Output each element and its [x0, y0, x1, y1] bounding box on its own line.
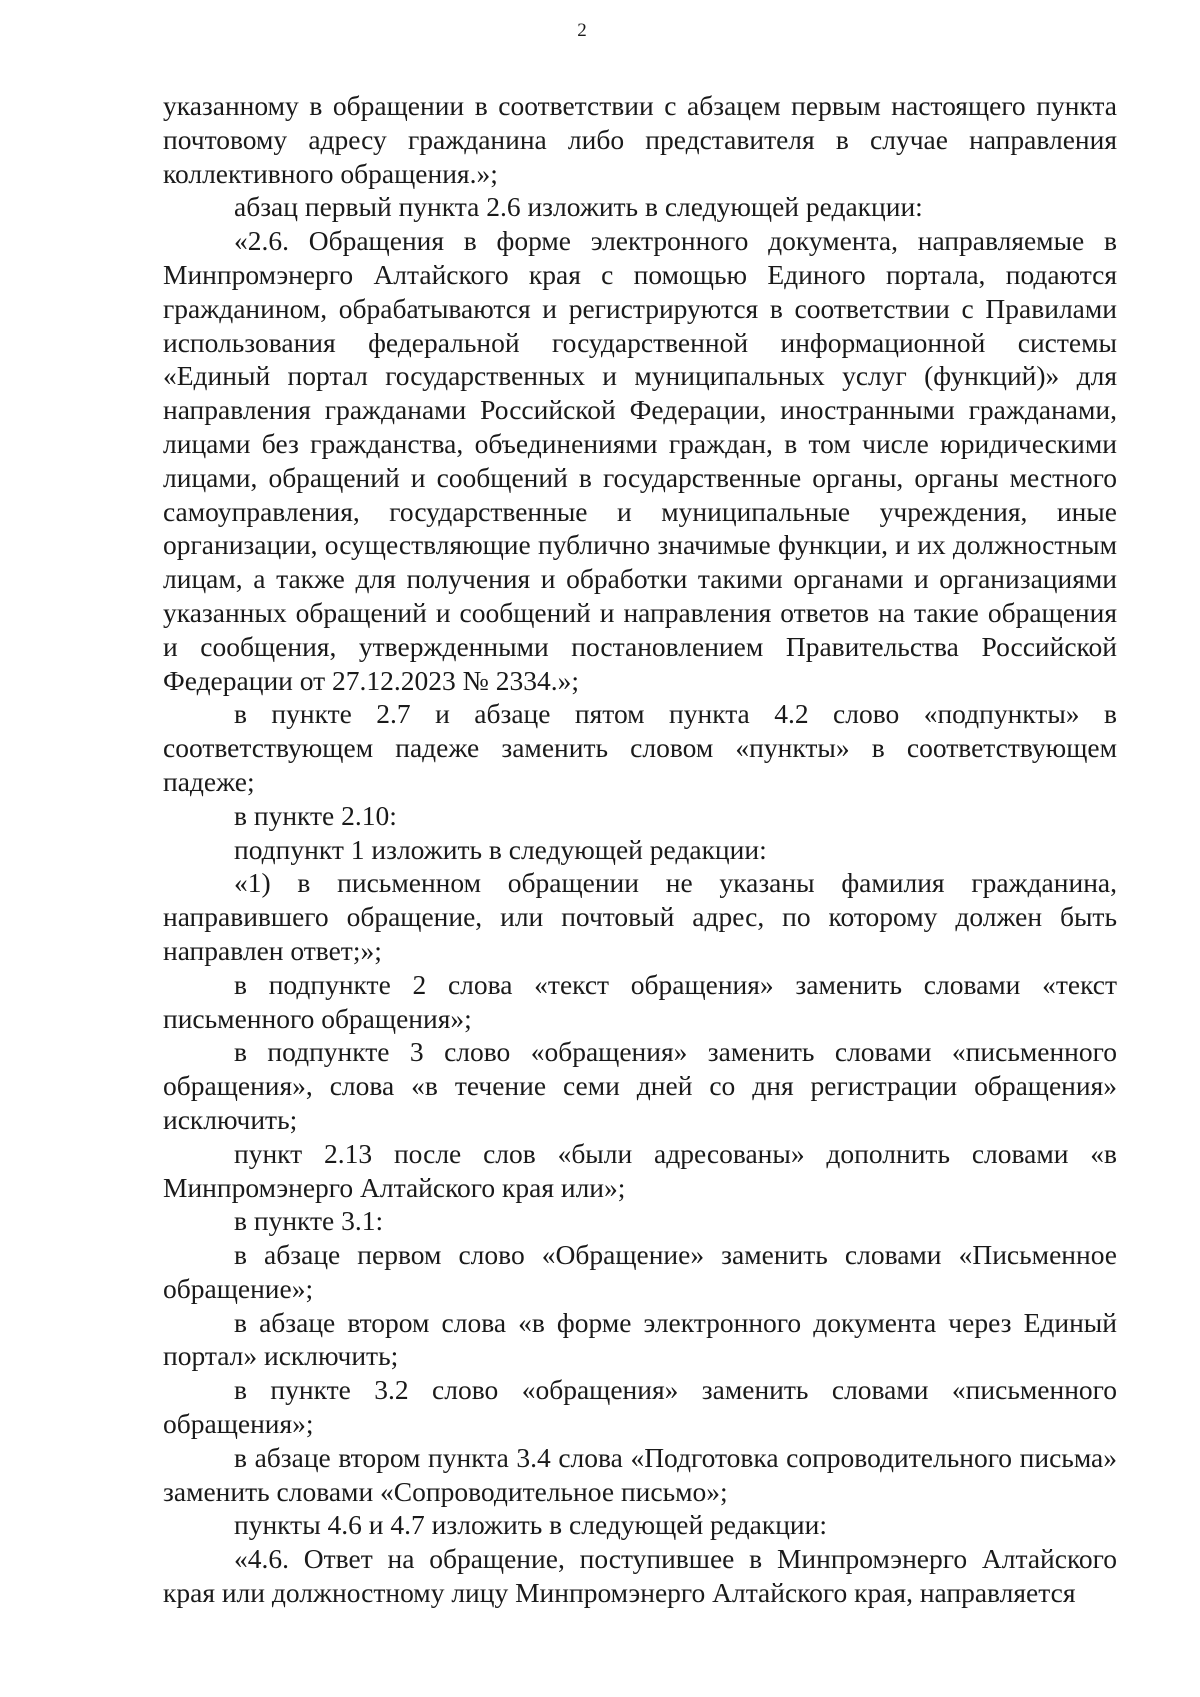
paragraph: пункт 2.13 после слов «были адресованы» дополнить словами «в Минпромэнерго Алтайского края или»; [163, 1137, 1117, 1203]
paragraph: в пункте 2.7 и абзаце пятом пункта 4.2 слово «подпункты» в соответствующем падеже заменить словом «пункты» в соответствующем падеже; [163, 698, 1117, 797]
paragraph: «4.6. Ответ на обращение, поступившее в Минпромэнерго Алтайского края или должностному лицу Минпромэнерго Алтайского края, направляется [163, 1543, 1117, 1609]
paragraph: в пункте 3.1: [234, 1205, 384, 1237]
paragraph: в подпункте 2 слова «текст обращения» заменить словами «текст письменного обращения»; [163, 968, 1117, 1034]
paragraph: в пункте 3.2 слово «обращения» заменить словами «письменного обращения»; [163, 1374, 1117, 1440]
paragraph: «1) в письменном обращении не указаны фамилия гражданина, направившего обращение, или почтовый адрес, по которому должен быть направлен ответ;»; [163, 867, 1117, 966]
paragraph: пункты 4.6 и 4.7 изложить в следующей редакции: [234, 1509, 827, 1541]
paragraph: в пункте 2.10: [234, 799, 397, 831]
page-number: 2 [577, 20, 587, 41]
paragraph: в подпункте 3 слово «обращения» заменить словами «письменного обращения», слова «в течение семи дней со дня регистрации обращения» исключить; [163, 1036, 1117, 1135]
paragraph: в абзаце втором пункта 3.4 слова «Подготовка сопроводительного письма» заменить словами «Сопроводительное письмо»; [163, 1441, 1117, 1507]
document-body [163, 89, 1117, 1610]
paragraph: «2.6. Обращения в форме электронного документа, направляемые в Минпромэнерго Алтайского края с помощью Единого портала, подаются гражданином, обрабатываются и регистрируются в соответствии с Правилами использования федеральной государственной информационной системы «Единый портал государственных и муниципальных услуг (функций)» для направления гражданами Российской Федерации, иностранными гражданами, лицами без гражданства, объединениями граждан, в том числе юридическими лицами, обращений и сообщений в государственные органы, органы местного самоуправления, государственные и муниципальные учреждения, иные организации, осуществляющие публично значимые функции, и их должностным лицам, а также для получения и обработки такими органами и организациями указанных обращений и сообщений и направления ответов на такие обращения и сообщения, утвержденными постановлением Правительства Российской Федерации от 27.12.2023 № 2334.»; [163, 225, 1117, 696]
paragraph-continuation: указанному в обращении в соответствии с абзацем первым настоящего пункта почтовому адресу гражданина либо представителя в случае направления коллективного обращения.»; [163, 90, 1117, 189]
paragraph: в абзаце втором слова «в форме электронного документа через Единый портал» исключить; [163, 1306, 1117, 1372]
paragraph: абзац первый пункта 2.6 изложить в следующей редакции: [234, 191, 923, 223]
paragraph: подпункт 1 изложить в следующей редакции: [234, 833, 767, 865]
paragraph: в абзаце первом слово «Обращение» заменить словами «Письменное обращение»; [163, 1239, 1117, 1304]
